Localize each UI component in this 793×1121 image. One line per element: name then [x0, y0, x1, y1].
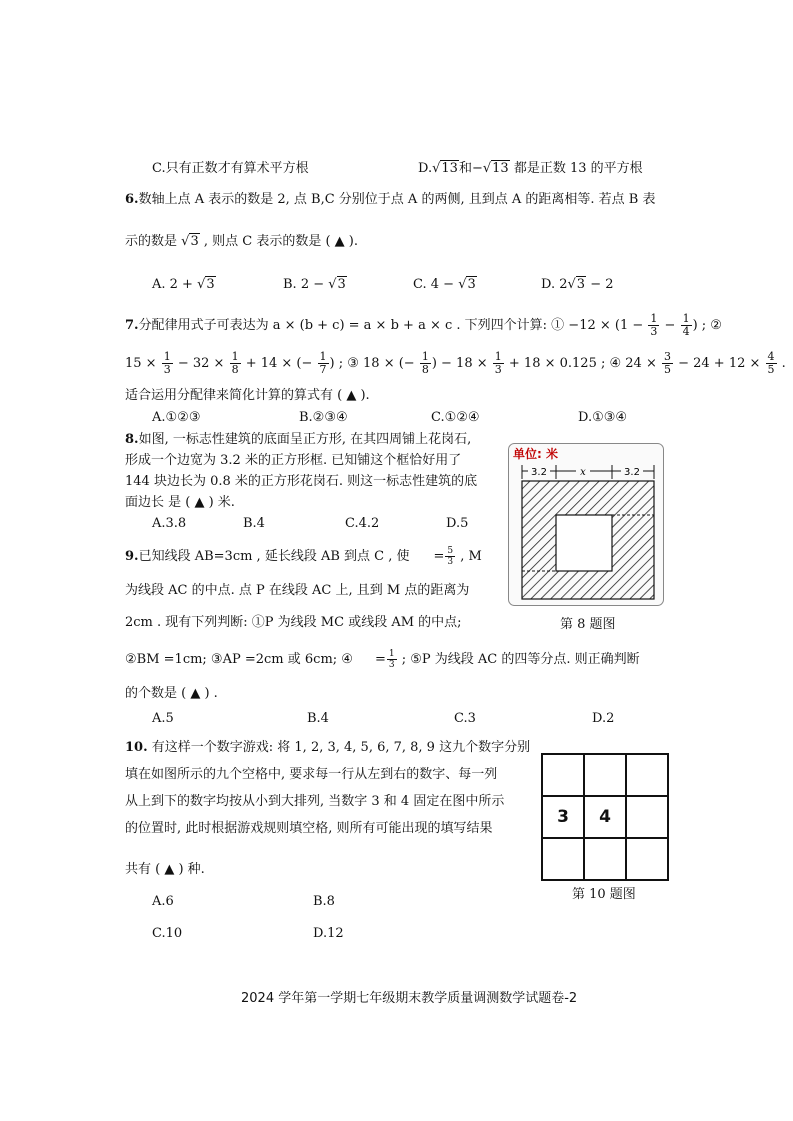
grid-cell [542, 838, 584, 880]
q5-option-d: D.√13和−√13 都是正数 13 的平方根 [418, 161, 643, 176]
q9-option-c: C.3 [454, 711, 476, 726]
q10-option-a: A.6 [152, 894, 174, 909]
q6-option-d: D. 2√3 − 2 [541, 277, 614, 292]
q10-stem-line1: 10. 有这样一个数字游戏: 将 1, 2, 3, 4, 5, 6, 7, 8, 9 这九个数字分别 [125, 740, 531, 755]
grid-cell: 3 [542, 796, 584, 838]
q10-caption: 第 10 题图 [572, 887, 636, 902]
grid-cell [626, 796, 668, 838]
q7-option-d: D.①③④ [578, 410, 628, 425]
dim-right: 3.2 [624, 467, 640, 478]
q10-stem-line2: 填在如图所示的九个空格中, 要求每一行从左到右的数字、每一列 [125, 767, 498, 782]
q8-option-b: B.4 [243, 516, 265, 531]
grid-cell [626, 754, 668, 796]
building-base [556, 515, 612, 571]
q7-option-a: A.①②③ [152, 410, 201, 425]
q10-option-d: D.12 [313, 926, 344, 941]
q6-stem-line1: 6.数轴上点 A 表示的数是 2, 点 B,C 分别位于点 A 的两侧, 且到点 A 的距离相等. 若点 B 表 [125, 192, 656, 207]
q8-option-c: C.4.2 [345, 516, 380, 531]
grid-cell: 4 [584, 796, 626, 838]
q8-stem-line3: 144 块边长为 0.8 米的正方形花岗石. 则这一标志性建筑的底 [125, 474, 478, 489]
dim-left: 3.2 [531, 467, 547, 478]
grid-cell [584, 838, 626, 880]
q8-stem-line4: 面边长 是 ( ▲ ) 米. [125, 495, 235, 510]
q9-stem-line5: 的个数是 ( ▲ ) . [125, 686, 218, 701]
q10-stem-line3: 从上到下的数字均按从小到大排列, 当数字 3 和 4 固定在图中所示 [125, 794, 505, 809]
q9-option-b: B.4 [307, 711, 329, 726]
q6-option-b: B. 2 − √3 [283, 277, 346, 292]
q8-stem-line2: 形成一个边宽为 3.2 米的正方形框. 已知铺这个框恰好用了 [125, 453, 462, 468]
grid-cell [542, 754, 584, 796]
grid-cell [626, 838, 668, 880]
q10-option-b: B.8 [313, 894, 335, 909]
q6-option-a: A. 2 + √3 [152, 277, 215, 292]
q10-stem-line5: 共有 ( ▲ ) 种. [125, 862, 205, 877]
dim-mid: x [580, 467, 586, 478]
q6-stem-line2: 示的数是 √3 , 则点 C 表示的数是 ( ▲ ). [125, 234, 358, 249]
page-footer: 2024 学年第一学期七年级期末教学质量调测数学试题卷-2 [241, 991, 578, 1006]
q6-option-c: C. 4 − √3 [413, 277, 476, 292]
q7-option-c: C.①②④ [431, 410, 480, 425]
q8-option-d: D.5 [446, 516, 469, 531]
q8-stem-line1: 8.如图, 一标志性建筑的底面呈正方形, 在其四周铺上花岗石, [125, 432, 472, 447]
q5-option-c: C.只有正数才有算术平方根 [152, 161, 309, 176]
q10-stem-line4: 的位置时, 此时根据游戏规则填空格, 则所有可能出现的填写结果 [125, 821, 493, 836]
q9-stem-line1: 9.已知线段 AB=3cm , 延长线段 AB 到点 C , 使 = $\frac{5}{3}$ , M [125, 546, 482, 567]
q9-option-a: A.5 [152, 711, 174, 726]
q9-stem-line3: 2cm . 现有下列判断: ①P 为线段 MC 或线段 AM 的中点; [125, 615, 462, 630]
q9-stem-line4: ②BM =1cm; ③AP =2cm 或 6cm; ④ = $\frac{1}{3}$ ; ⑤P 为线段 AC 的四等分点. 则正确判断 [125, 649, 640, 670]
grid-cell [584, 754, 626, 796]
q8-option-a: A.3.8 [152, 516, 187, 531]
q8-figure [508, 443, 664, 606]
q8-caption: 第 8 题图 [560, 617, 616, 632]
q7-stem-line2: 15 × $\frac{1}{3}$ − 32 × $\frac{1}{8}$ + 14 × (− $\frac{1}{7}$ ) ; ③ 18 × (− $\frac{1}{8}$ ) − 18 × $\frac{1}{3}$ + 18 × 0.125 ; ④ 24 × $\frac{3}{5}$ − 24 + 12 × $\frac{4}{5}$ . [125, 350, 786, 376]
unit-label: 单位: 米 [513, 447, 558, 461]
q7-stem-line3: 适合运用分配律来简化计算的算式有 ( ▲ ). [125, 388, 370, 403]
q7-stem-line1: 7.分配律用式子可表达为 a × (b + c) = a × b + a × c . 下列四个计算: ① −12 × (1 − $\frac{1}{3}$ − $\frac{1}{4}$ ) ; ② [125, 312, 722, 338]
q10-option-c: C.10 [152, 926, 183, 941]
q7-option-b: B.②③④ [299, 410, 348, 425]
q9-option-d: D.2 [592, 711, 615, 726]
q9-stem-line2: 为线段 AC 的中点. 点 P 在线段 AC 上, 且到 M 点的距离为 [125, 583, 470, 598]
q10-number-grid [541, 753, 669, 881]
